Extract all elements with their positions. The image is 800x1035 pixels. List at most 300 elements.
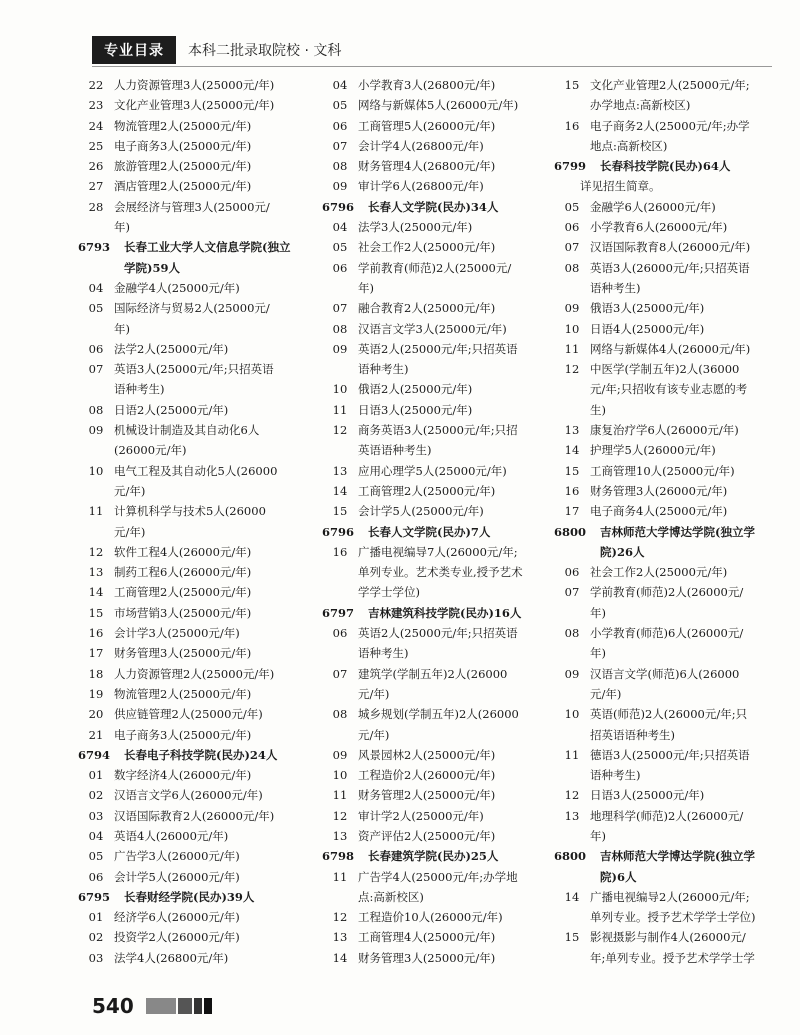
program-text: 国际经济与贸易2人(25000元/ <box>114 301 270 316</box>
program-row <box>78 278 310 298</box>
institution-row <box>554 867 786 887</box>
program-text: 英语2人(25000元/年;只招英语 <box>358 626 518 641</box>
program-text: 学前教育(师范)2人(26000元/ <box>590 585 744 600</box>
program-text: 融合教育2人(25000元/年) <box>358 301 496 316</box>
program-row <box>78 75 310 95</box>
program-row <box>322 562 554 582</box>
program-row <box>322 258 554 278</box>
program-code: 01 <box>88 910 104 925</box>
program-row <box>554 603 786 623</box>
program-row <box>554 217 786 237</box>
program-code: 13 <box>564 423 580 438</box>
program-text: 酒店管理2人(25000元/年) <box>114 179 252 194</box>
program-text: 广播电视编导2人(26000元/年; <box>590 889 750 904</box>
program-code: 18 <box>88 666 104 681</box>
program-row <box>78 501 310 521</box>
program-text: 建筑学(学制五年)2人(26000 <box>358 666 508 681</box>
program-text: 年) <box>358 280 374 295</box>
institution-code: 6796 <box>322 199 355 214</box>
program-text: 点:高新校区) <box>358 889 424 904</box>
program-text: 财务管理3人(26000元/年) <box>590 483 728 498</box>
program-row <box>554 785 786 805</box>
institution-code: 6795 <box>78 889 111 904</box>
program-text: 中医学(学制五年)2人(36000 <box>590 362 740 377</box>
program-text: 英语3人(25000元/年;只招英语 <box>114 362 274 377</box>
program-row <box>554 197 786 217</box>
program-row <box>322 806 554 826</box>
program-text: 小学教育6人(26000元/年) <box>590 220 728 235</box>
institution-name: 院)6人 <box>600 869 637 884</box>
program-row <box>554 501 786 521</box>
program-code: 14 <box>564 443 580 458</box>
program-row <box>78 704 310 724</box>
program-text: 会计学5人(26000元/年) <box>114 869 240 884</box>
program-code: 22 <box>88 78 104 92</box>
program-row <box>78 562 310 582</box>
program-text: 工商管理10人(25000元/年) <box>590 463 735 478</box>
program-row <box>322 461 554 481</box>
program-text: 软件工程4人(26000元/年) <box>114 544 252 559</box>
program-row <box>78 217 310 237</box>
program-row <box>322 400 554 420</box>
program-code: 02 <box>88 930 104 945</box>
program-row <box>78 927 310 947</box>
institution-row <box>554 846 786 866</box>
institution-name: 吉林师范大学博达学院(独立学 <box>600 849 755 864</box>
program-row <box>322 785 554 805</box>
program-text: 投资学2人(26000元/年) <box>114 930 240 945</box>
program-text: 语种考生) <box>358 646 409 661</box>
program-code: 06 <box>332 626 348 641</box>
program-row <box>78 298 310 318</box>
program-row <box>554 379 786 399</box>
column-left <box>78 75 310 968</box>
program-row <box>78 197 310 217</box>
program-text: 地理科学(师范)2人(26000元/ <box>590 808 744 823</box>
program-code: 06 <box>88 869 104 884</box>
institution-row <box>322 197 554 217</box>
program-text: 地点:高新校区) <box>590 138 668 153</box>
institution-name: 长春工业大学人文信息学院(独立 <box>124 240 291 255</box>
program-code: 10 <box>564 321 580 336</box>
program-code: 07 <box>564 585 580 600</box>
program-text: 年) <box>590 646 606 661</box>
program-code: 14 <box>564 889 580 904</box>
program-row <box>78 623 310 643</box>
program-code: 02 <box>88 788 104 803</box>
institution-name: 长春科技学院(民办)64人 <box>600 159 731 174</box>
institution-code: 6797 <box>322 605 355 620</box>
program-text: 详见招生简章。 <box>580 179 661 194</box>
program-text: 俄语3人(25000元/年) <box>590 301 705 316</box>
program-row <box>322 867 554 887</box>
program-code: 07 <box>332 138 348 153</box>
program-text: 机械设计制造及其自动化6人 <box>114 423 260 438</box>
program-row <box>554 75 786 95</box>
program-text: 旅游管理2人(25000元/年) <box>114 159 252 174</box>
program-text: 元/年) <box>114 483 146 498</box>
program-text: 汉语言文学6人(26000元/年) <box>114 788 263 803</box>
program-text: 财务管理2人(25000元/年) <box>358 788 496 803</box>
program-code: 12 <box>564 788 580 803</box>
institution-code: 6799 <box>554 159 587 174</box>
program-code: 10 <box>88 463 104 478</box>
program-text: 广告学3人(26000元/年) <box>114 849 240 864</box>
program-row <box>322 907 554 927</box>
program-text: 电子商务2人(25000元/年;办学 <box>590 118 750 133</box>
program-text: 日语4人(25000元/年) <box>590 321 705 336</box>
program-row <box>78 725 310 745</box>
program-code: 08 <box>564 626 580 641</box>
program-text: 年) <box>114 220 130 235</box>
program-text: 生) <box>590 402 606 417</box>
institution-row <box>554 156 786 176</box>
program-row <box>554 765 786 785</box>
program-text: 文化产业管理2人(25000元/年; <box>590 78 750 92</box>
program-text: 康复治疗学6人(26000元/年) <box>590 423 739 438</box>
program-text: 广播电视编导7人(26000元/年; <box>358 544 518 559</box>
program-text: 财务管理3人(25000元/年) <box>358 950 496 965</box>
program-text: 元/年) <box>358 686 390 701</box>
program-code: 12 <box>332 910 348 925</box>
program-text: 物流管理2人(25000元/年) <box>114 686 252 701</box>
program-text: 单列专业。艺术类专业,授予艺术 <box>358 565 523 580</box>
program-row <box>554 298 786 318</box>
program-code: 11 <box>88 504 104 519</box>
program-row <box>322 75 554 95</box>
program-code: 09 <box>564 301 580 316</box>
program-text: 会展经济与管理3人(25000元/ <box>114 199 270 214</box>
program-row <box>322 481 554 501</box>
institution-row <box>322 603 554 623</box>
program-row <box>554 927 786 947</box>
program-text: 日语2人(25000元/年) <box>114 402 229 417</box>
program-text: 社会工作2人(25000元/年) <box>358 240 496 255</box>
program-text: 网络与新媒体5人(26000元/年) <box>358 98 519 113</box>
program-row <box>322 136 554 156</box>
program-row <box>322 927 554 947</box>
program-code: 09 <box>332 341 348 356</box>
program-row <box>322 339 554 359</box>
program-text: 工程造价2人(26000元/年) <box>358 768 496 783</box>
program-code: 12 <box>332 423 348 438</box>
program-text: 学学士学位) <box>358 585 420 600</box>
program-code: 16 <box>564 483 580 498</box>
program-code: 16 <box>88 626 104 641</box>
program-text: 单列专业。授予艺术学学士学位) <box>590 910 756 925</box>
institution-name: 学院)59人 <box>124 260 180 275</box>
header-rule <box>92 66 772 67</box>
program-row <box>78 461 310 481</box>
program-row <box>322 176 554 196</box>
institution-code: 6793 <box>78 240 111 255</box>
program-code: 10 <box>332 768 348 783</box>
program-code: 06 <box>564 565 580 580</box>
program-text: 会计学5人(25000元/年) <box>358 504 484 519</box>
program-row <box>322 420 554 440</box>
program-text: 工商管理2人(25000元/年) <box>358 483 496 498</box>
program-row <box>554 704 786 724</box>
program-code: 13 <box>332 463 348 478</box>
program-code: 11 <box>332 788 348 803</box>
program-text: 电子商务3人(25000元/年) <box>114 727 252 742</box>
institution-code: 6798 <box>322 849 355 864</box>
program-text: 经济学6人(26000元/年) <box>114 910 240 925</box>
program-code: 19 <box>88 686 104 701</box>
program-row <box>554 400 786 420</box>
program-row <box>554 582 786 602</box>
program-text: 元/年;只招收有该专业志愿的考 <box>590 382 748 397</box>
program-row <box>322 582 554 602</box>
page-header <box>92 36 772 64</box>
program-text: 法学4人(26800元/年) <box>114 950 229 965</box>
program-text: 金融学6人(26000元/年) <box>590 199 716 214</box>
program-text: 文化产业管理3人(25000元/年) <box>114 98 275 113</box>
program-text: 招英语语种考生) <box>590 727 675 742</box>
program-code: 09 <box>332 179 348 194</box>
program-row <box>554 258 786 278</box>
program-code: 12 <box>564 362 580 377</box>
program-text: 法学2人(25000元/年) <box>114 341 229 356</box>
program-text: 法学3人(25000元/年) <box>358 220 473 235</box>
program-code: 06 <box>332 118 348 133</box>
program-code: 08 <box>332 159 348 174</box>
program-row <box>322 319 554 339</box>
institution-row <box>322 846 554 866</box>
program-row <box>322 217 554 237</box>
program-text: 审计学6人(26800元/年) <box>358 179 484 194</box>
program-row <box>78 846 310 866</box>
program-text: 英语(师范)2人(26000元/年;只 <box>590 707 748 722</box>
program-text: 供应链管理2人(25000元/年) <box>114 707 263 722</box>
program-row <box>78 379 310 399</box>
program-code: 13 <box>564 808 580 823</box>
program-text: 工程造价10人(26000元/年) <box>358 910 503 925</box>
program-row <box>554 643 786 663</box>
institution-name: 长春财经学院(民办)39人 <box>124 889 255 904</box>
program-text: 俄语2人(25000元/年) <box>358 382 473 397</box>
program-code: 07 <box>88 362 104 377</box>
program-code: 04 <box>88 280 104 295</box>
program-row <box>322 501 554 521</box>
page-number: 540 <box>92 994 134 1018</box>
program-row <box>554 359 786 379</box>
program-row <box>322 725 554 745</box>
program-text: 小学教育3人(26800元/年) <box>358 78 496 92</box>
program-code: 08 <box>332 707 348 722</box>
institution-code: 6796 <box>322 524 355 539</box>
program-code: 17 <box>88 646 104 661</box>
program-code: 05 <box>332 240 348 255</box>
program-text: 数字经济4人(26000元/年) <box>114 768 252 783</box>
program-code: 14 <box>332 483 348 498</box>
program-row <box>78 806 310 826</box>
program-row <box>78 826 310 846</box>
program-code: 09 <box>332 747 348 762</box>
program-text: 广告学4人(25000元/年;办学地 <box>358 869 518 884</box>
program-row <box>554 136 786 156</box>
program-row <box>554 664 786 684</box>
program-row <box>554 319 786 339</box>
program-row <box>554 481 786 501</box>
institution-name: 长春人文学院(民办)34人 <box>368 199 499 214</box>
program-row <box>554 684 786 704</box>
program-text: 人力资源管理3人(25000元/年) <box>114 78 275 92</box>
program-text: 影视摄影与制作4人(26000元/ <box>590 930 746 945</box>
program-row <box>78 136 310 156</box>
program-row <box>554 623 786 643</box>
program-row <box>322 542 554 562</box>
program-text: 年;单列专业。授予艺术学学士学 <box>590 950 755 965</box>
program-code: 04 <box>332 78 348 92</box>
program-code: 07 <box>564 240 580 255</box>
program-code: 10 <box>564 707 580 722</box>
program-text: 工商管理4人(25000元/年) <box>358 930 496 945</box>
program-code: 28 <box>88 199 104 214</box>
institution-row <box>78 887 310 907</box>
program-row <box>78 603 310 623</box>
institution-name: 吉林建筑科技学院(民办)16人 <box>368 605 522 620</box>
program-row <box>78 785 310 805</box>
program-row <box>322 278 554 298</box>
institution-row <box>78 258 310 278</box>
institution-code: 6800 <box>554 849 587 864</box>
program-text: 元/年) <box>590 686 622 701</box>
program-code: 05 <box>332 98 348 113</box>
program-row <box>554 745 786 765</box>
program-row <box>78 684 310 704</box>
program-row <box>322 948 554 968</box>
program-row <box>554 725 786 745</box>
program-code: 21 <box>88 727 104 742</box>
program-row <box>554 461 786 481</box>
program-text: 办学地点:高新校区) <box>590 98 691 113</box>
program-text: 金融学4人(25000元/年) <box>114 280 240 295</box>
program-text: 风景园林2人(25000元/年) <box>358 747 496 762</box>
program-row <box>78 542 310 562</box>
program-text: 财务管理3人(25000元/年) <box>114 646 252 661</box>
program-code: 05 <box>564 199 580 214</box>
program-code: 15 <box>332 504 348 519</box>
program-text: 英语3人(26000元/年;只招英语 <box>590 260 750 275</box>
program-text: 汉语国际教育8人(26000元/年) <box>590 240 751 255</box>
program-row <box>322 116 554 136</box>
program-text: 年) <box>590 605 606 620</box>
program-row <box>322 704 554 724</box>
program-code: 15 <box>564 463 580 478</box>
program-text: 汉语言文学3人(25000元/年) <box>358 321 507 336</box>
program-row <box>322 664 554 684</box>
program-row <box>322 643 554 663</box>
program-code: 11 <box>564 341 580 356</box>
program-code: 14 <box>332 950 348 965</box>
program-code: 14 <box>88 585 104 600</box>
program-row <box>322 379 554 399</box>
program-row <box>78 765 310 785</box>
program-text: 元/年) <box>358 727 390 742</box>
program-row <box>554 95 786 115</box>
program-code: 05 <box>88 301 104 316</box>
program-text: 市场营销3人(25000元/年) <box>114 605 252 620</box>
program-row <box>554 339 786 359</box>
program-text: 英语语种考生) <box>358 443 432 458</box>
program-row <box>322 440 554 460</box>
program-text: 语种考生) <box>590 280 641 295</box>
program-text: (26000元/年) <box>114 443 187 458</box>
category-label: 专业目录 <box>92 36 176 64</box>
program-row <box>78 319 310 339</box>
program-text: 电子商务4人(25000元/年) <box>590 504 728 519</box>
program-code: 26 <box>88 159 104 174</box>
program-row <box>554 948 786 968</box>
program-code: 13 <box>332 828 348 843</box>
program-row <box>78 664 310 684</box>
program-code: 05 <box>88 849 104 864</box>
program-text: 英语2人(25000元/年;只招英语 <box>358 341 518 356</box>
institution-name: 长春人文学院(民办)7人 <box>368 524 491 539</box>
program-text: 资产评估2人(25000元/年) <box>358 828 496 843</box>
program-text: 财务管理4人(26800元/年) <box>358 159 496 174</box>
institution-name: 院)26人 <box>600 544 645 559</box>
program-row <box>78 359 310 379</box>
program-row <box>78 95 310 115</box>
program-text: 应用心理学5人(25000元/年) <box>358 463 507 478</box>
footer-bars-decoration <box>146 998 214 1014</box>
program-code: 01 <box>88 768 104 783</box>
page-footer <box>92 994 214 1018</box>
program-code: 09 <box>88 423 104 438</box>
program-row <box>78 948 310 968</box>
program-text: 审计学2人(25000元/年) <box>358 808 484 823</box>
program-code: 06 <box>564 220 580 235</box>
program-code: 06 <box>88 341 104 356</box>
program-text: 学前教育(师范)2人(25000元/ <box>358 260 512 275</box>
program-row <box>554 806 786 826</box>
section-subtitle: 本科二批录取院校 · 文科 <box>188 43 342 59</box>
program-code: 08 <box>564 260 580 275</box>
program-code: 15 <box>564 78 580 92</box>
program-row <box>322 298 554 318</box>
program-text: 护理学5人(26000元/年) <box>590 443 716 458</box>
program-row <box>554 562 786 582</box>
program-code: 27 <box>88 179 104 194</box>
institution-name: 长春电子科技学院(民办)24人 <box>124 747 278 762</box>
program-text: 语种考生) <box>590 768 641 783</box>
program-text: 制药工程6人(26000元/年) <box>114 565 252 580</box>
program-row <box>554 440 786 460</box>
institution-code: 6794 <box>78 747 111 762</box>
program-text: 德语3人(25000元/年;只招英语 <box>590 747 750 762</box>
program-code: 16 <box>332 544 348 559</box>
program-text: 电气工程及其自动化5人(26000 <box>114 463 278 478</box>
program-code: 07 <box>332 301 348 316</box>
program-row <box>322 765 554 785</box>
program-row <box>554 278 786 298</box>
program-text: 日语3人(25000元/年) <box>358 402 473 417</box>
program-row <box>554 237 786 257</box>
program-row <box>322 745 554 765</box>
program-row <box>322 684 554 704</box>
program-row <box>554 116 786 136</box>
program-code: 12 <box>88 544 104 559</box>
institution-row <box>78 745 310 765</box>
institution-code: 6800 <box>554 524 587 539</box>
program-code: 03 <box>88 808 104 823</box>
program-code: 11 <box>332 402 348 417</box>
program-text: 会计学3人(25000元/年) <box>114 626 240 641</box>
program-text: 电子商务3人(25000元/年) <box>114 138 252 153</box>
program-row <box>322 359 554 379</box>
